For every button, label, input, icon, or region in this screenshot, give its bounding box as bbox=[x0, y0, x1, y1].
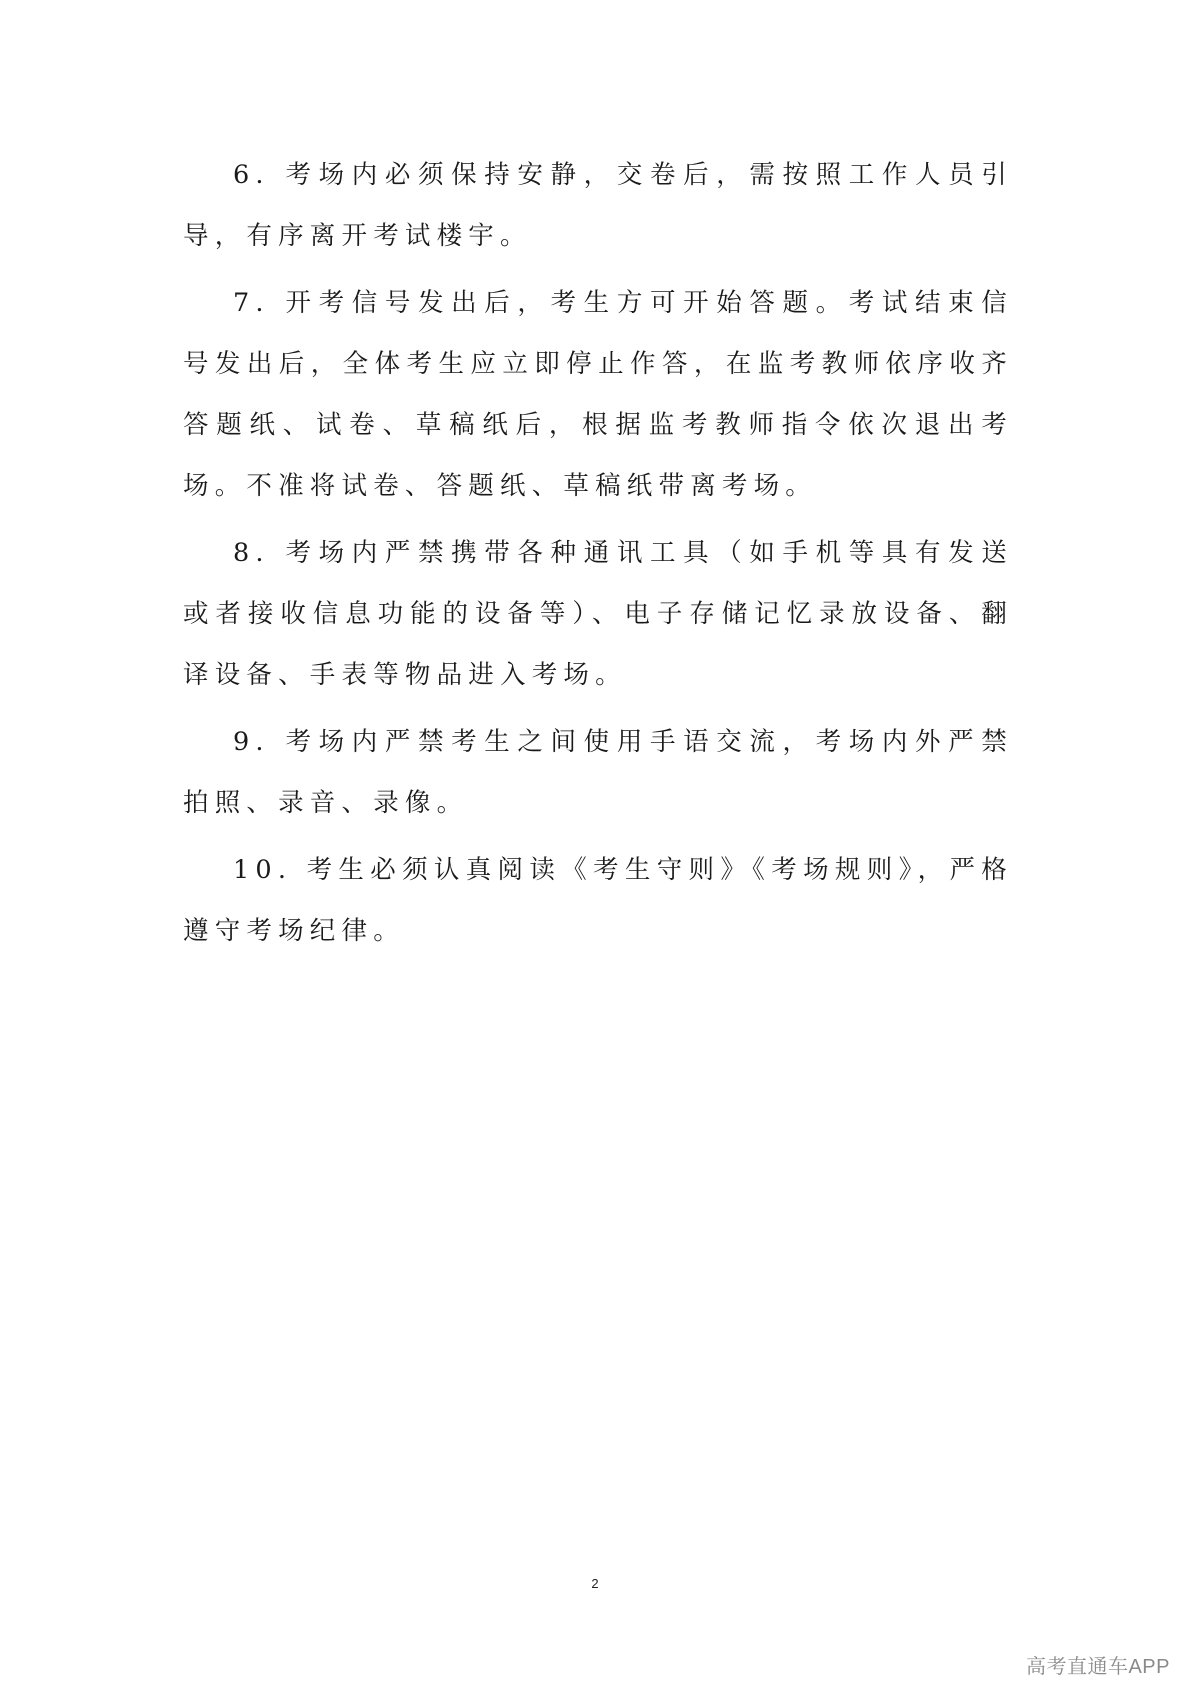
document-body bbox=[183, 145, 1013, 968]
rule-paragraph-9: 9. 考场内严禁考生之间使用手语交流，考场内外严禁拍照、录音、录像。 bbox=[183, 727, 1013, 818]
watermark-text: 高考直通车APP bbox=[1025, 1656, 1170, 1678]
rule-paragraph-6: 6. 考场内必须保持安静，交卷后，需按照工作人员引导，有序离开考试楼宇。 bbox=[183, 160, 1013, 251]
page-number: 2 bbox=[591, 1576, 599, 1591]
rule-paragraph-8: 8. 考场内严禁携带各种通讯工具（如手机等具有发送或者接收信息功能的设备等）、电子存储记忆录放设备、翻译设备、手表等物品进入考场。 bbox=[183, 538, 1013, 690]
rule-paragraph-10: 10. 考生必须认真阅读《考生守则》《考场规则》，严格遵守考场纪律。 bbox=[183, 855, 1013, 946]
rule-paragraph-7: 7. 开考信号发出后，考生方可开始答题。考试结束信号发出后，全体考生应立即停止作答，在监考教师依序收齐答题纸、试卷、草稿纸后，根据监考教师指令依次退出考场。不准将试卷、答题纸、草稿纸带离考场。 bbox=[183, 288, 1013, 501]
